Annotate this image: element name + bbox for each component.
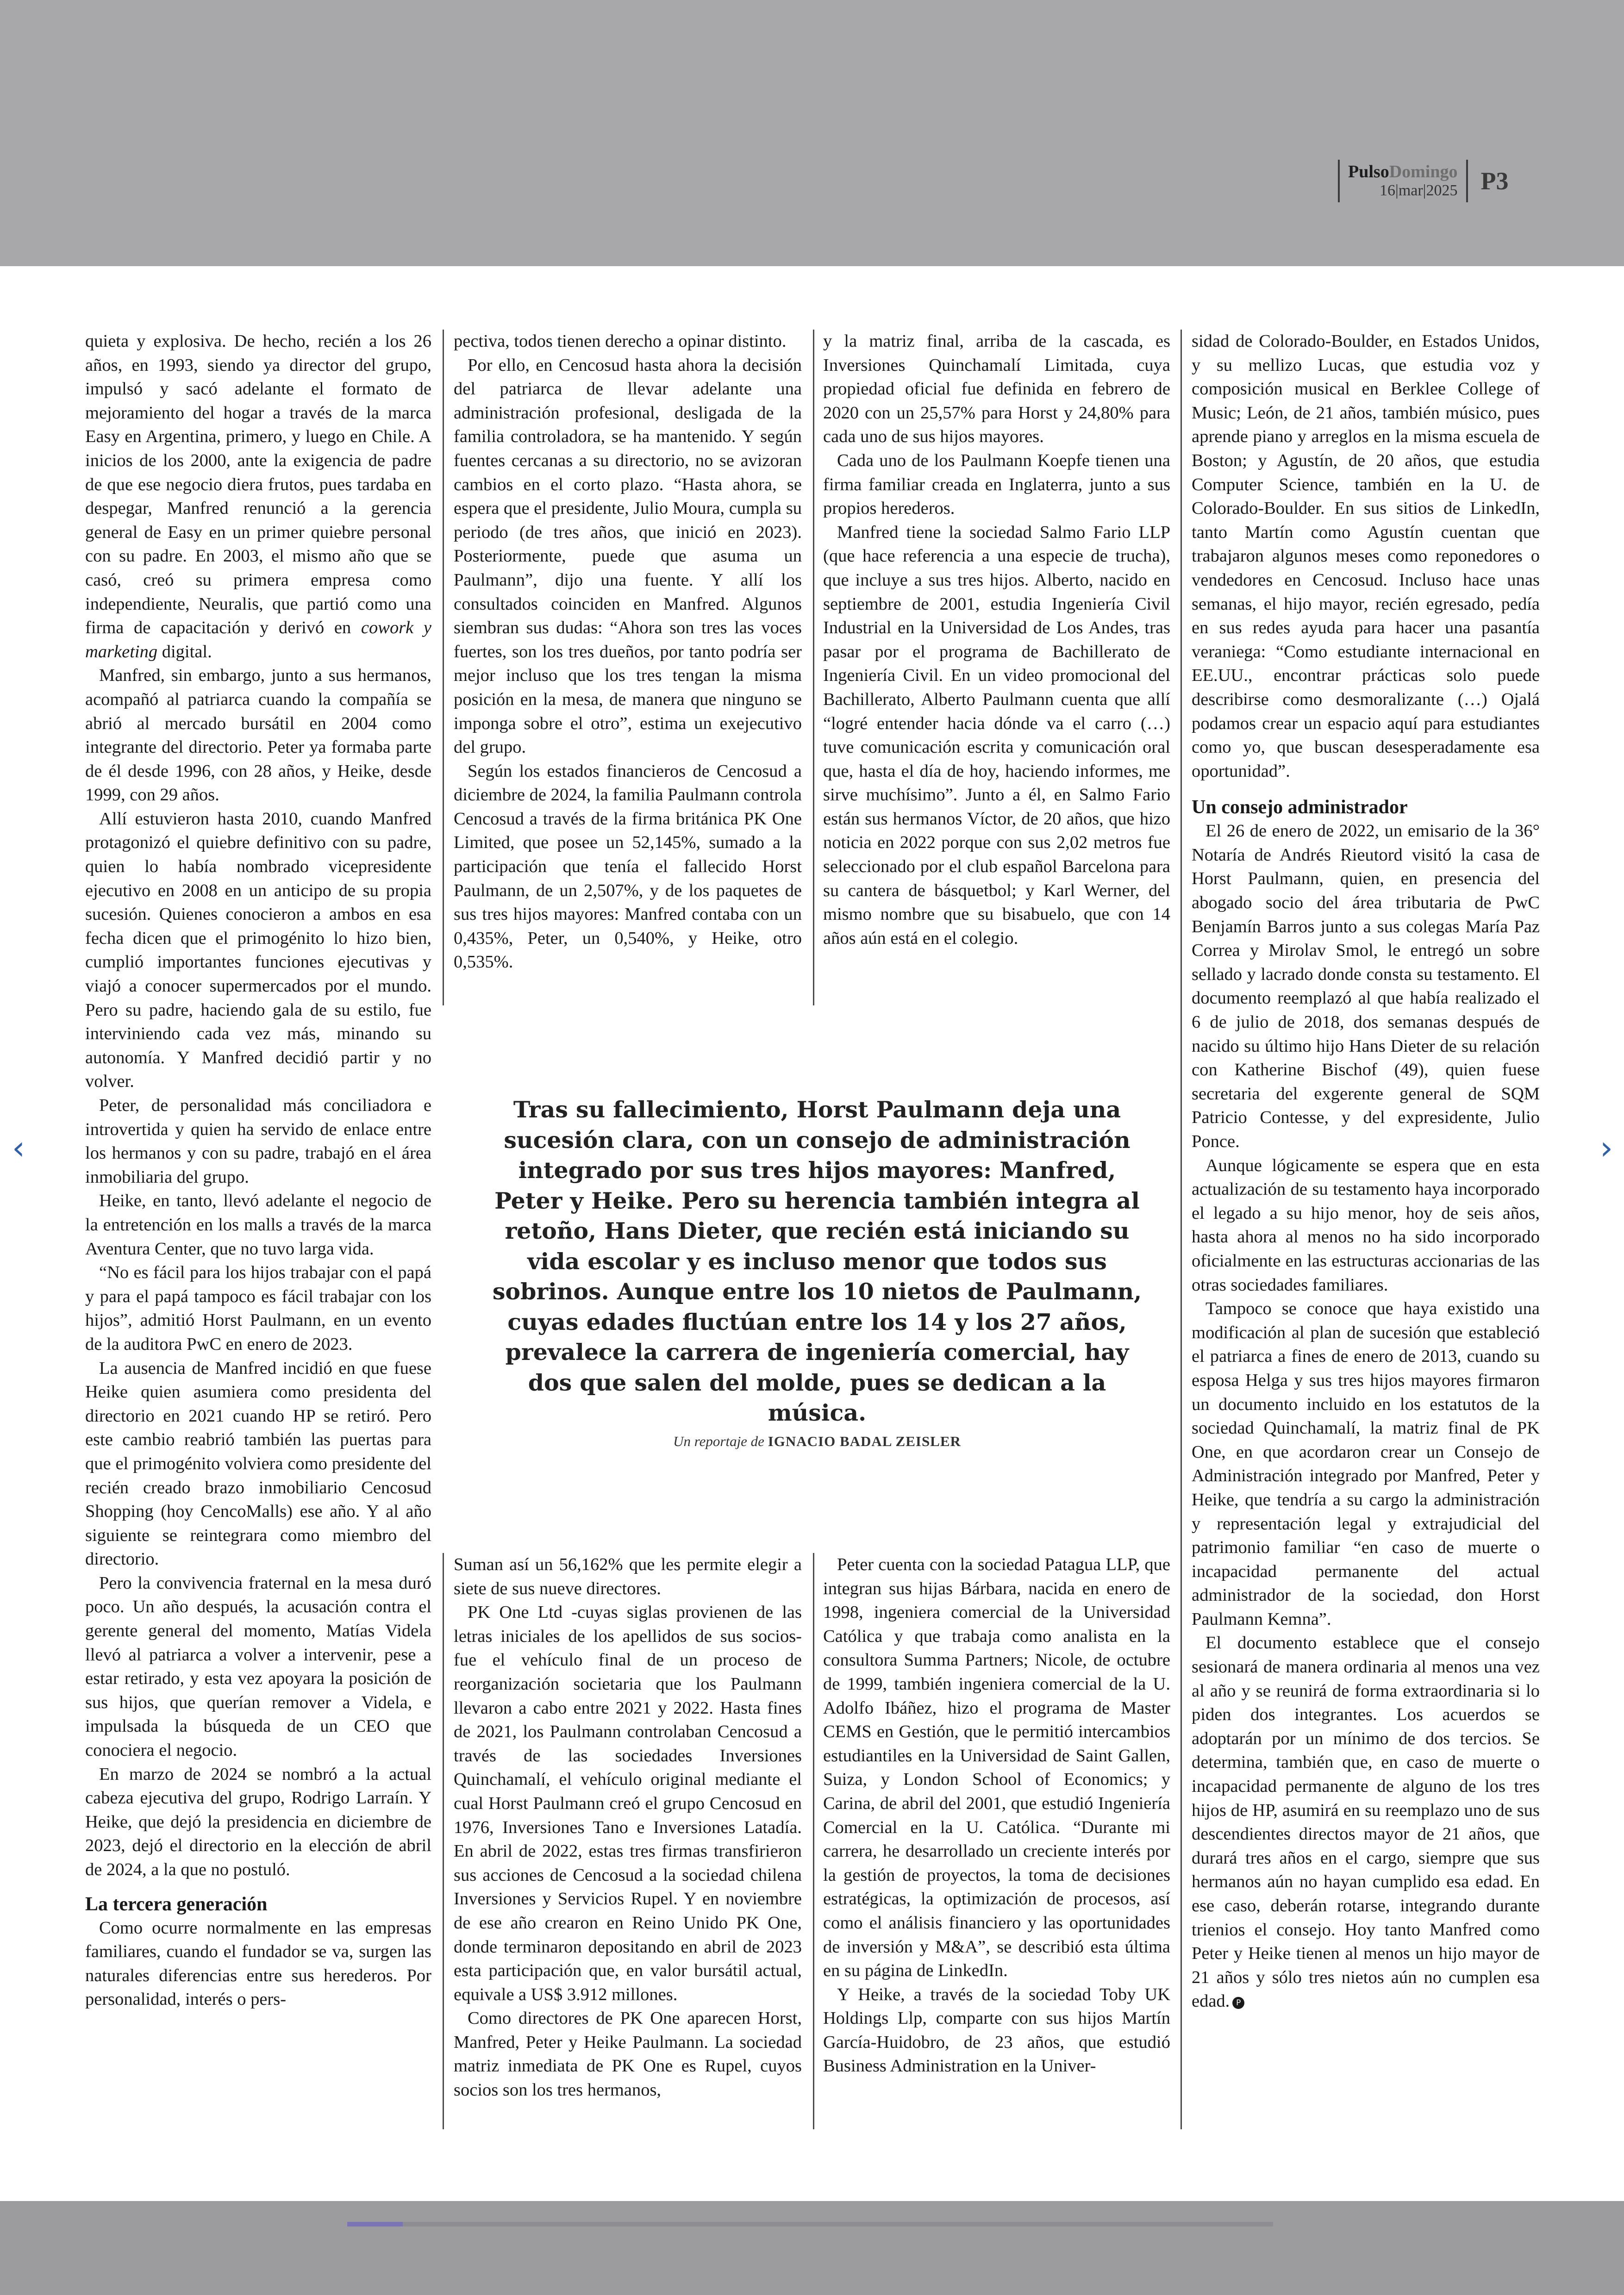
section-heading: Un consejo administrador bbox=[1192, 797, 1408, 818]
brand-pulso: Pulso bbox=[1348, 162, 1389, 181]
masthead bbox=[1340, 162, 1466, 200]
column-rule bbox=[1181, 330, 1182, 2129]
article-column-2-bottom bbox=[454, 1553, 802, 2102]
paragraph: Suman así un 56,162% que les permite elegir a siete de sus nueve directores. bbox=[454, 1555, 802, 1598]
article-column-3-bottom bbox=[823, 1553, 1170, 2078]
paragraph: El documento establece que el consejo sesionará de manera ordinaria al menos una vez al año y se reunirá de forma extraordinaria si lo piden dos integrantes. Los acuerdos se adoptarán por un mínimo de dos tercios. Se determina, también que, en caso de muerte o incapacidad permanente de alguno de los tres hijos de HP, asumirá en su reemplazo uno de sus descendientes directos mayor de 21 años, que durará tres años en el cargo, siempre que sus hermanos aún no hayan cumplido esa edad. En ese caso, deberán rotarse, integrando durante trienios el consejo. Hoy tanto Manfred como Peter y Heike tienen al menos un hijo mayor de 21 años y sólo tres nietos aún no cumplen esa edad. P bbox=[1192, 1633, 1540, 2011]
brand-domingo: Domingo bbox=[1389, 162, 1458, 181]
paragraph: Aunque lógicamente se espera que en esta actualización de su testamento haya incorporado el legado a su hijo menor, hoy de seis años, hasta ahora al menos no ha sido incorporado oficialmente en las estructuras accionarias de las otras sociedades familiares. bbox=[1192, 1155, 1540, 1295]
chevron-right-icon[interactable]: › bbox=[1600, 1129, 1613, 1167]
paragraph: Y Heike, a través de la sociedad Toby UK Holdings Llp, comparte con sus hijos Martín García-Huidobro, de 23 años, que estudió Business Administration en la Univer- bbox=[823, 1984, 1170, 2076]
paragraph: quieta y explosiva. De hecho, recién a los 26 años, en 1993, siendo ya director del grupo, impulsó y sacó adelante el formato de mejoramiento del hogar a través de la marca Easy en Argentina, primero, y luego en Chile. A inicios de los 2000, ante la exigencia de padre de que ese negocio diera frutos, pues tardaba en despegar, Manfred renunció a la gerencia general de Easy en un primer quiebre personal con su padre. En 2003, el mismo año que se casó, creó su primera empresa como independiente, Neuralis, que partió como una firma de capacitación y derivó en cowork y marketing digital. bbox=[85, 331, 431, 661]
byline-author: IGNACIO BADAL ZEISLER bbox=[768, 1433, 961, 1449]
publication-brand bbox=[1348, 162, 1458, 181]
article-column-1 bbox=[85, 330, 431, 2012]
pull-quote: Tras su fallecimiento, Horst Paulmann deja una sucesión clara, con un consejo de administración integrado por sus tres hijos mayores: Manfred, Peter y Heike. Pero su herencia también integra al retoño, Hans Dieter, que recién está iniciando su vida escolar y es incluso menor que todos sus sobrinos. Aunque entre los 10 nietos de Paulmann, cuyas edades fluctúan entre los 14 y los 27 años, prevalece la carrera de ingeniería comercial, hay dos que salen del molde, pues se dedican a la música. bbox=[492, 1096, 1142, 1426]
paragraph: Como ocurre normalmente en las empresas familiares, cuando el fundador se va, surgen las naturales diferencias entre sus herederos. Por personalidad, interés o pers- bbox=[85, 1918, 431, 2009]
paragraph: En marzo de 2024 se nombró a la actual cabeza ejecutiva del grupo, Rodrigo Larraín. Y Heike, que dejó la presidencia en diciembre de 2023, dejó el directorio en la elección de abril de 2024, a la que no postuló. bbox=[85, 1764, 431, 1879]
chevron-left-icon[interactable]: ‹ bbox=[12, 1129, 25, 1167]
byline-prefix: Un reportaje de bbox=[673, 1433, 764, 1449]
paragraph: PK One Ltd -cuyas siglas provienen de las letras iniciales de los apellidos de sus socios- fue el vehículo final de un proceso de reorganización societaria que los Paulmann llevaron a cabo entre 2021 y 2022. Hasta fines de 2021, los Paulmann controlaban Cencosud a través de las sociedades Inversiones Quinchamalí, el vehículo original mediante el cual Horst Paulmann creó el grupo Cencosud en 1976, Inversiones Tano e Inversiones Latadía. En abril de 2022, estas tres firmas transfirieron sus acciones de Cencosud a la sociedad chilena Inversiones y Servicios Rupel. Y en noviembre de ese año crearon en Reino Unido PK One, donde terminaron depositando en abril de 2023 esta participación que, en valor bursátil actual, equivale a US$ 3.912 millones. bbox=[454, 1603, 802, 2004]
paragraph: Allí estuvieron hasta 2010, cuando Manfred protagonizó el quiebre definitivo con su padre, quien lo había nombrado vicepresidente ejecutivo en 2008 en un anticipo de su propia sucesión. Quienes conocieron a ambos en esa fecha dicen que el primogénito lo hizo bien, cumplió importantes funciones ejecutivas y viajó a conocer supermercados por el mundo. Pero su padre, haciendo gala de su estilo, fue interviniendo cada vez más, minando su autonomía. Y Manfred decidió partir y no volver. bbox=[85, 809, 431, 1091]
end-of-article-icon: P bbox=[1232, 1997, 1244, 2009]
column-rule bbox=[813, 330, 814, 1005]
paragraph: sidad de Colorado-Boulder, en Estados Unidos, y su mellizo Lucas, que estudia voz y composición musical en Berklee College of Music; León, de 21 años, también músico, pues aprende piano y arreglos en la misma escuela de Boston; y Agustín, de 20 años, que estudia Computer Science, también en la U. de Colorado-Boulder. En sus sitios de LinkedIn, tanto Martín como Agustín cuentan que trabajaron algunos meses como reponedores o vendedores en Cencosud. Incluso hace unas semanas, el hijo mayor, recién egresado, pedía en sus redes ayuda para hacer una pasantía veraniega: “Como estudiante internacional en EE.UU., encontrar prácticas solo puede describirse como desmoralizante (…) Ojalá podamos crear un espacio aquí para estudiantes como yo, que buscan desesperadamente esa oportunidad”. bbox=[1192, 331, 1540, 781]
paragraph: Heike, en tanto, llevó adelante el negocio de la entretención en los malls a través de la marca Aventura Center, que no tuvo larga vida. bbox=[85, 1191, 431, 1259]
paragraph: Tampoco se conoce que haya existido una modificación al plan de sucesión que estableció el patriarca a fines de enero de 2013, cuando su esposa Helga y sus tres hijos mayores firmaron un documento incluido en los estatutos de la sociedad Quinchamalí, la matriz final de PK One, en que acordaron crear un Consejo de Administración integrado por Manfred, Peter y Heike, que tendría a su cargo la administración y representación legal y extrajudicial del patrimonio familiar “en caso de muerte o incapacidad permanente del actual administrador de la sociedad, don Horst Paulmann Kemna”. bbox=[1192, 1299, 1540, 1629]
top-toolbar bbox=[0, 0, 1624, 266]
bottom-toolbar bbox=[0, 2201, 1624, 2295]
article-column-2-top bbox=[454, 330, 802, 974]
paragraph: La ausencia de Manfred incidió en que fuese Heike quien asumiera como presidenta del directorio en 2021 cuando HP se retiró. Pero este cambio reabrió también las puertas para que el primogénito volviera como presidente del recién creado brazo inmobiliario Cencosud Shopping (hoy CencoMalls) ese año. Y al año siguiente se reintegrara como miembro del directorio. bbox=[85, 1358, 431, 1569]
page-progress-bar[interactable] bbox=[347, 2222, 1273, 2226]
paragraph: Por ello, en Cencosud hasta ahora la decisión del patriarca de llevar adelante una administración profesional, desligada de la familia controladora, se ha mantenido. Y según fuentes cercanas a su directorio, no se avizoran cambios en el corto plazo. “Hasta ahora, se espera que el presidente, Julio Moura, cumpla su periodo (de tres años, que inició en 2023). Posteriormente, puede que asuma un Paulmann”, dijo una fuente. Y allí los consultados coinciden en Manfred. Algunos siembran sus dudas: “Ahora son tres las voces fuertes, son los tres dueños, por tanto podría ser mejor incluso que los tres tengan la misma posición en la mesa, de manera que ninguno se imponga sobre el otro”, estima un exejecutivo del grupo. bbox=[454, 355, 802, 757]
byline bbox=[488, 1433, 1146, 1450]
paragraph: y la matriz final, arriba de la cascada, es Inversiones Quinchamalí Limitada, cuya propiedad oficial fue definida en febrero de 2020 con un 25,57% para Horst y 24,80% para cada uno de sus hijos mayores. bbox=[823, 331, 1170, 447]
column-rule bbox=[443, 330, 444, 1005]
paragraph: Como directores de PK One aparecen Horst, Manfred, Peter y Heike Paulmann. La sociedad matriz inmediata de PK One es Rupel, cuyos socios son los tres hermanos, bbox=[454, 2008, 802, 2100]
paragraph: Peter, de personalidad más conciliadora e introvertida y quien ha servido de enlace entre los hermanos y con su padre, trabajó en el área inmobiliaria del grupo. bbox=[85, 1096, 431, 1187]
column-rule bbox=[443, 1553, 444, 2129]
page-header bbox=[1338, 160, 1509, 202]
italic-phrase: cowork y marketing bbox=[85, 618, 431, 661]
issue-date: 16|mar|2025 bbox=[1380, 182, 1458, 199]
paragraph: “No es fácil para los hijos trabajar con el papá y para el papá tampoco es fácil trabajar con los hijos”, admitió Horst Paulmann, en un evento de la auditora PwC en enero de 2023. bbox=[85, 1263, 431, 1354]
paragraph: Manfred tiene la sociedad Salmo Fario LLP (que hace referencia a una especie de trucha), que incluye a sus tres hijos. Alberto, nacido en septiembre de 2001, estudia Ingeniería Civil Industrial en la Universidad de Los Andes, tras pasar por el programa de Bachillerato de Ingeniería Civil. En un video promocional del Bachillerato, Alberto Paulmann cuenta que allí “logré entender hacia dónde va el carro (…) tuve comunicación escrita y comunicación oral que, hasta el día de hoy, haciendo informes, me sirve muchísimo”. Junto a él, en Salmo Fario están sus hermanos Víctor, de 20 años, que hizo noticia en 2022 porque con sus 2,02 metros fue seleccionado por el club español Barcelona para su cantera de básquetbol; y Karl Werner, del mismo nombre que su bisabuelo, que con 14 años aún está en el colegio. bbox=[823, 522, 1170, 948]
article-column-3-top bbox=[823, 330, 1170, 950]
paragraph: Pero la convivencia fraternal en la mesa duró poco. Un año después, la acusación contra el gerente general del momento, Matías Videla llevó al patriarca a volver a intervenir, pese a estar retirado, y esta vez apoyara la posición de sus hijos, que querían remover a Videla, e impulsada la búsqueda de un CEO que conociera el negocio. bbox=[85, 1573, 431, 1760]
article-column-4 bbox=[1192, 330, 1540, 2014]
paragraph: Peter cuenta con la sociedad Patagua LLP, que integran sus hijas Bárbara, nacida en enero de 1998, ingeniera comercial de la Universidad Católica y que trabaja como analista en la consultora Summa Partners; Nicole, de octubre de 1999, también ingeniera comercial de la U. Adolfo Ibáñez, hizo el programa de Master CEMS en Gestión, que le permitió intercambios estudiantiles en la Universidad de Saint Gallen, Suiza, y London School of Economics; y Carina, de abril del 2001, que estudió Ingeniería Comercial en la U. Católica. “Durante mi carrera, he desarrollado un creciente interés por la gestión de proyectos, la toma de decisiones estratégicas, la optimización de procesos, así como el análisis financiero y las oportunidades de inversión y M&A”, se describió esta última en su página de LinkedIn. bbox=[823, 1555, 1170, 1981]
paragraph: Manfred, sin embargo, junto a sus hermanos, acompañó al patriarca cuando la compañía se abrió al mercado bursátil en 2004 como integrante del directorio. Peter ya formaba parte de él desde 1996, con 28 años, y Heike, desde 1999, con 29 años. bbox=[85, 666, 431, 805]
paragraph: Cada uno de los Paulmann Koepfe tienen una firma familiar creada en Inglaterra, junto a sus propios herederos. bbox=[823, 450, 1170, 518]
section-heading: La tercera generación bbox=[85, 1893, 268, 1915]
page-progress-fill bbox=[347, 2222, 403, 2226]
paragraph: El 26 de enero de 2022, un emisario de la 36° Notaría de Andrés Rieutord visitó la casa de Horst Paulmann, quien, en presencia del abogado socio del área tributaria de PwC Benjamín Barros junto a sus colegas María Paz Correa y Mirolav Smol, le entregó un sobre sellado y lacrado donde consta su testamento. El documento reemplazó al que había realizado el 6 de julio de 2018, dos semanas después de nacido su último hijo Hans Dieter de su relación con Katherine Bischof (49), quien fuese secretaria del exgerente general de SQM Patricio Contesse, y del expresidente, Julio Ponce. bbox=[1192, 821, 1540, 1151]
paragraph: Según los estados financieros de Cencosud a diciembre de 2024, la familia Paulmann controla Cencosud a través de la firma británica PK One Limited, que posee un 52,145%, sumado a la participación que tenía el fallecido Horst Paulmann, de un 2,507%, y de los paquetes de sus tres hijos mayores: Manfred contaba con un 0,435%, Peter, un 0,540%, y Heike, otro 0,535%. bbox=[454, 761, 802, 972]
column-rule bbox=[813, 1553, 814, 2129]
page-number: P3 bbox=[1480, 167, 1509, 195]
paragraph: pectiva, todos tienen derecho a opinar distinto. bbox=[454, 331, 787, 351]
